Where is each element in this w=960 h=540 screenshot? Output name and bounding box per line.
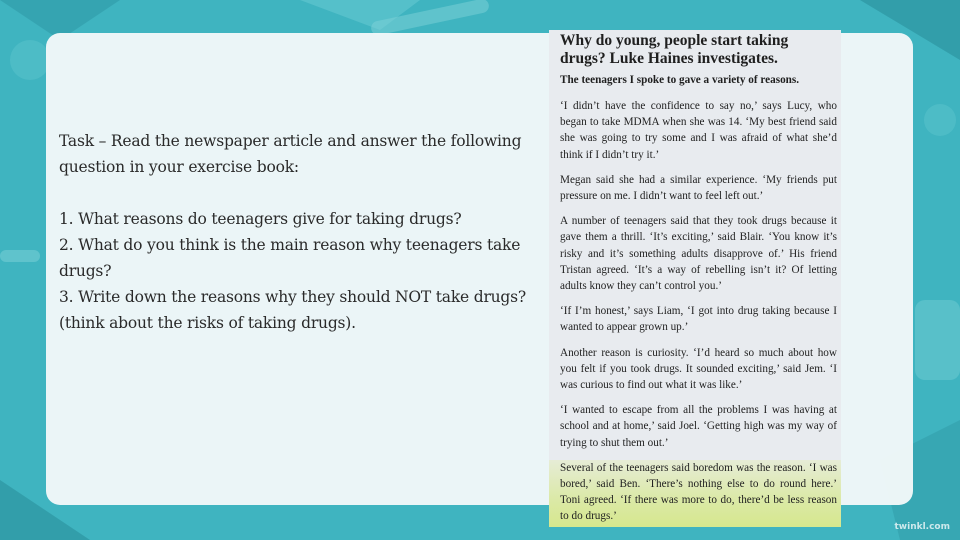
newspaper-article [549, 30, 841, 523]
task-intro-line2: question in your exercise book: [59, 158, 299, 176]
article-headline: Why do young, people start taking drugs? Luke Haines investigates. [560, 32, 789, 67]
watermark-text: twinkl.com [894, 522, 950, 532]
task-instructions [59, 128, 539, 336]
article-paragraph: Megan said she had a similar experience. ‘My friends put pressure on me. I didn’t want to feel left out.’ [560, 173, 837, 203]
article-paragraph: A number of teenagers said that they took drugs because it gave them a thrill. ‘It’s exciting,’ said Blair. ‘You know it’s risky and it’s something adults disapprove of.’ His friend Tristan agreed. ‘It’s a way of rebelling isn’t it? Of letting adults know they can’t control you.’ [560, 215, 837, 293]
question-1: 1. What reasons do teenagers give for taking drugs? [59, 210, 462, 228]
article-intro: The teenagers I spoke to gave a variety of reasons. [560, 74, 800, 86]
question-2: 2. What do you think is the main reason why teenagers take drugs? [59, 236, 521, 280]
question-3-line1: 3. Write down the reasons why they should NOT take drugs? [59, 288, 527, 306]
question-3-line2: (think about the risks of taking drugs). [59, 314, 356, 332]
article-paragraph-highlighted: Several of the teenagers said boredom was the reason. ‘I was bored,’ said Ben. ‘There’s nothing else to do round here.’ Toni agreed. ‘If there was more to do, there’d be less reason to do drugs.’ [549, 460, 841, 527]
task-intro-line1: Task – Read the newspaper article and answer the following [59, 132, 522, 150]
article-paragraph: Another reason is curiosity. ‘I’d heard so much about how you felt if you took drugs. It sounded exciting,’ said Jem. ‘I was curious to find out what it was like.’ [560, 346, 837, 392]
article-paragraph: ‘I wanted to escape from all the problems I was having at school and at home,’ said Joel. ‘Getting high was my way of trying to shut them out.’ [560, 404, 837, 449]
article-paragraph: ‘If I’m honest,’ says Liam, ‘I got into drug taking because I wanted to appear grown up.’ [560, 305, 837, 334]
article-paragraph: ‘I didn’t have the confidence to say no,’ says Lucy, who began to take MDMA when she was 14. ‘My best friend said she was going to try some and I was afraid of what she’d think if I didn’t try it.’ [560, 100, 837, 161]
